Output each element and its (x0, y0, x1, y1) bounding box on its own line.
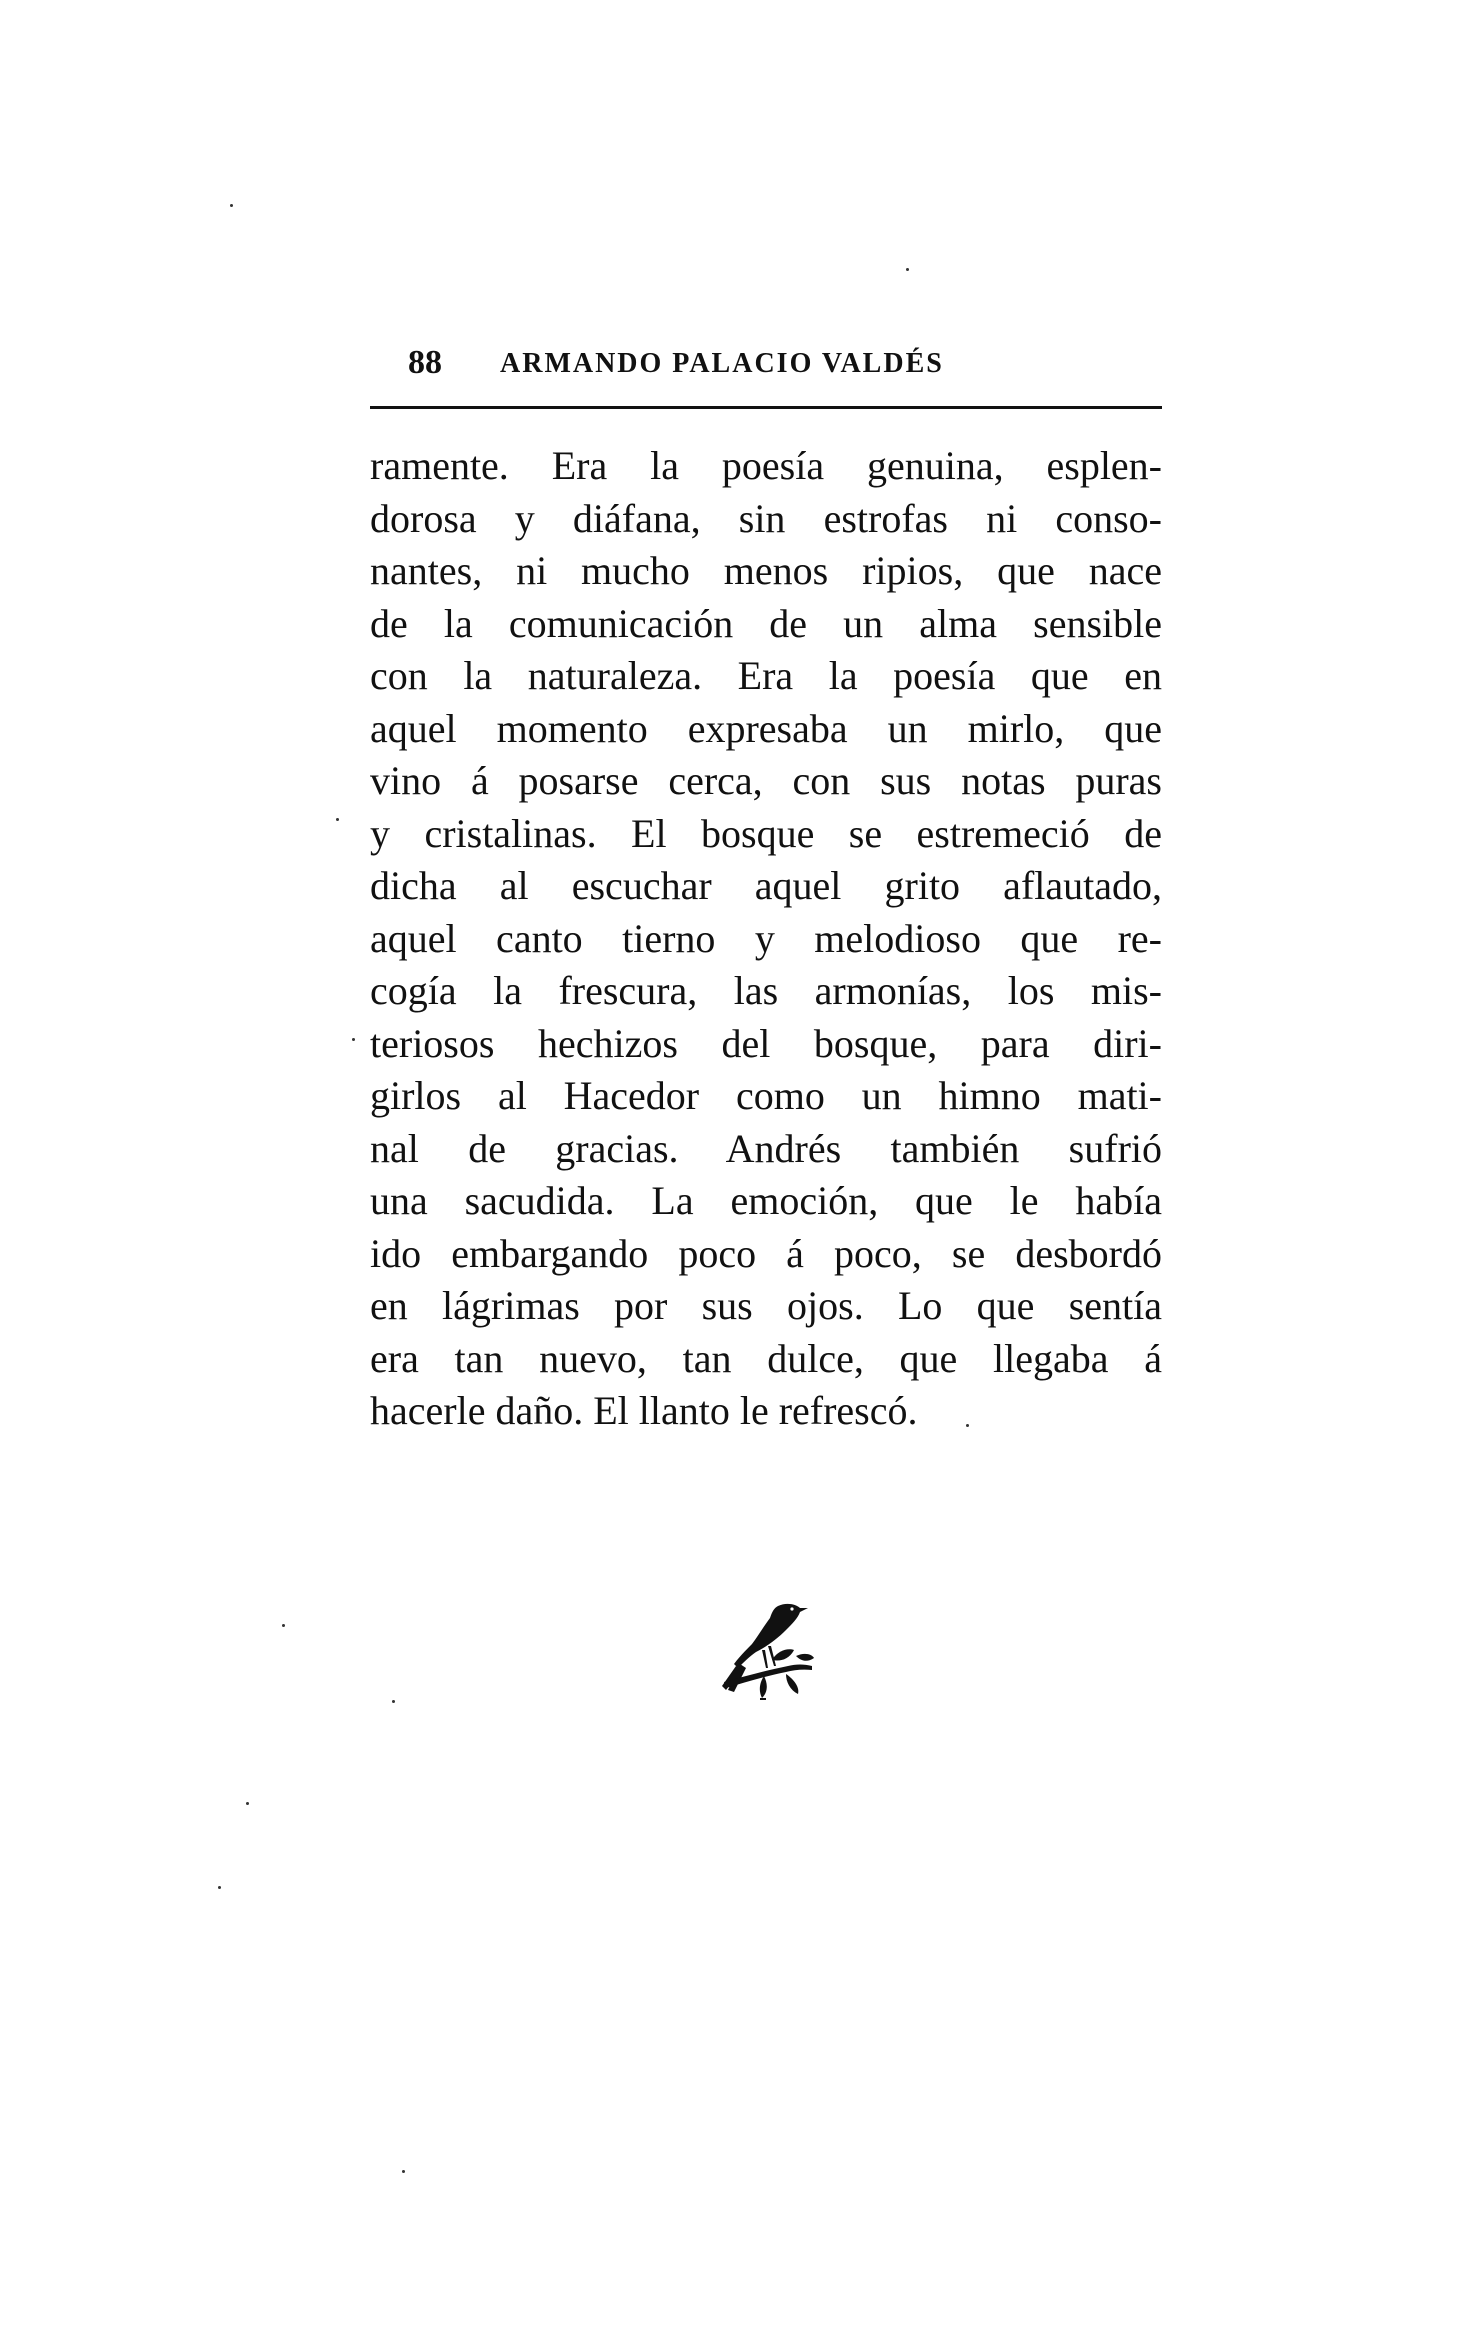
print-speck (282, 1624, 285, 1627)
print-speck (966, 1424, 969, 1427)
text-line: nantes, ni mucho menos ripios, que nace (370, 548, 1162, 593)
text-line: dorosa y diáfana, sin estrofas ni conso- (370, 495, 1162, 541)
header-rule (370, 406, 1162, 409)
text-line: vino á posarse cerca, con sus notas puras (370, 758, 1162, 803)
text-line: y cristalinas. El bosque se estremeció de (370, 810, 1162, 856)
print-speck (402, 2170, 405, 2173)
text-line: hacerle daño. El llanto le refrescó. (370, 1388, 918, 1433)
text-line: cogía la frescura, las armonías, los mis- (370, 968, 1162, 1013)
page-number: 88 (408, 344, 442, 381)
bird-on-branch-icon (716, 1594, 816, 1704)
text-line: una sacudida. La emoción, que le había (370, 1178, 1162, 1223)
print-speck (218, 1886, 221, 1889)
text-line: aquel canto tierno y melodioso que re- (370, 915, 1162, 961)
running-head (370, 338, 1160, 388)
print-speck (246, 1802, 249, 1805)
body-text (370, 440, 1162, 1438)
text-line: nal de gracias. Andrés también sufrió (370, 1125, 1162, 1171)
print-speck (352, 1038, 355, 1041)
print-speck (392, 1700, 395, 1703)
text-line: ramente. Era la poesía genuina, esplen- (370, 443, 1162, 488)
text-line: de la comunicación de un alma sensible (370, 600, 1162, 646)
text-line: aquel momento expresaba un mirlo, que (370, 705, 1162, 751)
text-line: en lágrimas por sus ojos. Lo que sentía (370, 1283, 1162, 1328)
text-line: ido embargando poco á poco, se desbordó (370, 1230, 1162, 1276)
running-title: ARMANDO PALACIO VALDÉS (500, 348, 944, 379)
print-speck (336, 818, 339, 821)
text-line: dicha al escuchar aquel grito aflautado, (370, 863, 1162, 908)
text-line: teriosos hechizos del bosque, para diri- (370, 1020, 1162, 1066)
text-line: con la naturaleza. Era la poesía que en (370, 653, 1162, 698)
text-line: era tan nuevo, tan dulce, que llegaba á (370, 1335, 1162, 1381)
print-speck (906, 268, 909, 271)
print-speck (230, 204, 233, 207)
text-line: girlos al Hacedor como un himno mati- (370, 1073, 1162, 1118)
